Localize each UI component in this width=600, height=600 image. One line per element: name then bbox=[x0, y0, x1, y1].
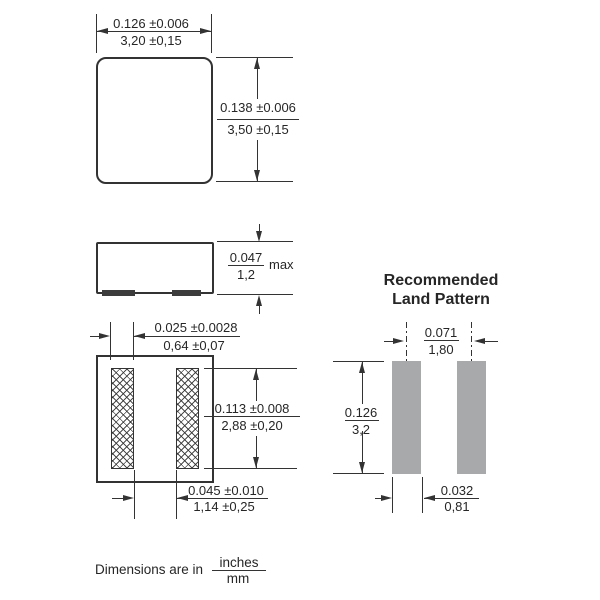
terminal-foot bbox=[102, 290, 135, 296]
fraction-bar bbox=[217, 119, 299, 120]
dim-terminal-width-mm: 0,64 ±0,07 bbox=[163, 338, 225, 353]
dim-land-length-mm: 3,2 bbox=[351, 422, 371, 437]
footer-prefix: Dimensions are in bbox=[95, 562, 204, 577]
arrow-down-icon bbox=[253, 457, 259, 468]
arrow-right-icon bbox=[393, 338, 404, 344]
terminal-pad-hatched bbox=[111, 368, 134, 469]
fraction-bar bbox=[204, 416, 300, 417]
dim-thickness-qualifier: max bbox=[269, 257, 294, 272]
dim-line bbox=[97, 31, 211, 32]
dim-line bbox=[485, 341, 498, 342]
ext-line bbox=[422, 477, 423, 513]
ext-line bbox=[217, 294, 293, 295]
ext-line bbox=[204, 368, 297, 369]
dim-thickness-mm: 1,2 bbox=[236, 267, 256, 282]
arrow-up-icon bbox=[359, 362, 365, 373]
dim-line bbox=[259, 305, 260, 314]
land-pad bbox=[457, 361, 486, 474]
ext-line bbox=[333, 473, 384, 474]
dim-terminal-length-mm: 2,88 ±0,20 bbox=[221, 418, 283, 433]
dim-land-pitch-mm: 1,80 bbox=[428, 342, 454, 357]
dim-body-height-mm: 3,50 ±0,15 bbox=[227, 122, 289, 137]
footer-unit-mm: mm bbox=[226, 571, 250, 586]
fraction-bar bbox=[228, 265, 264, 266]
ext-line bbox=[204, 468, 297, 469]
ext-line bbox=[392, 477, 393, 513]
ext-line bbox=[211, 14, 212, 53]
fraction-bar bbox=[134, 336, 240, 337]
arrow-down-icon bbox=[256, 231, 262, 242]
fraction-bar bbox=[424, 340, 459, 341]
arrow-left-icon bbox=[474, 338, 485, 344]
arrow-right-icon bbox=[200, 28, 211, 34]
component-body-side-view bbox=[96, 242, 214, 294]
terminal-foot bbox=[172, 290, 201, 296]
dim-terminal-gap-mm: 1,14 ±0,25 bbox=[193, 499, 255, 514]
dim-land-width-mm: 0,81 bbox=[444, 499, 470, 514]
land-pattern-title-line2: Land Pattern bbox=[392, 291, 490, 308]
footer-unit-inches: inches bbox=[219, 555, 259, 570]
dim-terminal-width-inch: 0.025 ±0.0028 bbox=[154, 320, 238, 335]
ext-line bbox=[134, 470, 135, 519]
dim-body-width-mm: 3,20 ±0,15 bbox=[120, 33, 182, 48]
arrow-right-icon bbox=[381, 495, 392, 501]
terminal-pad-hatched bbox=[176, 368, 199, 469]
dim-body-width-inch: 0.126 ±0.006 bbox=[113, 16, 189, 31]
dim-thickness-inch: 0.047 bbox=[229, 250, 263, 265]
dim-terminal-length-inch: 0.113 ±0.008 bbox=[214, 401, 290, 416]
land-pad bbox=[392, 361, 421, 474]
dim-land-width-inch: 0.032 bbox=[440, 483, 474, 498]
arrow-up-icon bbox=[253, 369, 259, 380]
dim-land-pitch-inch: 0.071 bbox=[424, 325, 458, 340]
component-body-top-view bbox=[96, 57, 213, 184]
ext-line bbox=[110, 322, 111, 360]
fraction-bar bbox=[345, 420, 379, 421]
ext-line bbox=[133, 322, 134, 360]
land-pattern-title-line1: Recommended bbox=[383, 272, 499, 289]
arrow-right-icon bbox=[123, 495, 134, 501]
arrow-down-icon bbox=[254, 170, 260, 181]
arrow-right-icon bbox=[99, 333, 110, 339]
dim-land-length-inch: 0.126 bbox=[344, 405, 378, 420]
dim-line bbox=[112, 498, 123, 499]
ext-line bbox=[216, 181, 293, 182]
arrow-up-icon bbox=[254, 58, 260, 69]
ext-line bbox=[217, 241, 293, 242]
arrow-left-icon bbox=[97, 28, 108, 34]
dim-body-height-inch: 0.138 ±0.006 bbox=[220, 100, 296, 115]
arrow-down-icon bbox=[359, 462, 365, 473]
dim-terminal-gap-inch: 0.045 ±0.010 bbox=[188, 483, 264, 498]
